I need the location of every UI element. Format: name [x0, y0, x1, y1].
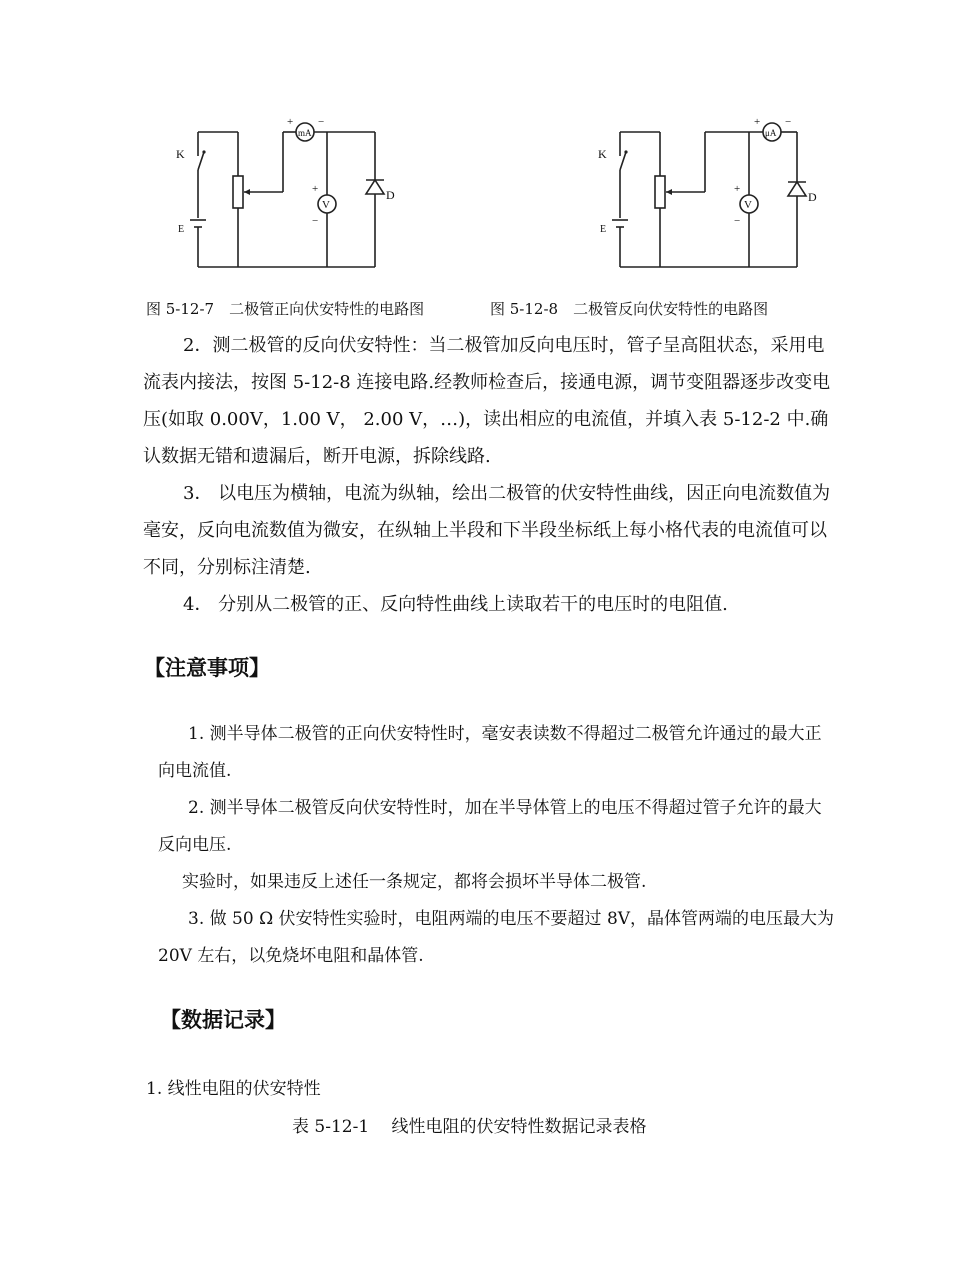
battery-label: E [600, 224, 607, 235]
voltmeter-plus: + [312, 183, 319, 195]
reverse-circuit-diagram [592, 112, 822, 277]
voltmeter-minus: − [312, 215, 319, 227]
step-3-paragraph: 3． 以电压为横轴，电流为纵轴，绘出二极管的伏安特性曲线，因正向电流数值为毫安，反向电流数值为微安，在纵轴上半段和下半段坐标纸上每小格代表的电流值可以不同，分别标注清楚. [143, 483, 831, 578]
voltmeter-label: V [744, 199, 752, 211]
ammeter-label: mA [298, 128, 312, 138]
ammeter-label: μA [765, 128, 777, 138]
figure-reverse-circuit [592, 112, 822, 277]
note-1: 1. 测半导体二极管的正向伏安特性时，毫安表读数不得超过二极管允许通过的最大正向电流值. [158, 724, 822, 781]
forward-circuit-diagram [170, 112, 395, 277]
table-1-caption: 表 5-12-1 线性电阻的伏安特性数据记录表格 [292, 1117, 647, 1137]
note-3: 3. 做 50 Ω 伏安特性实验时，电阻两端的电压不要超过 8V，晶体管两端的电压最大为 20V 左右，以免烧坏电阻和晶体管. [158, 909, 835, 966]
data-record-heading: 【数据记录】 [160, 1008, 286, 1032]
switch-label: K [176, 147, 185, 161]
voltmeter-minus: − [734, 215, 741, 227]
diode-label: D [386, 188, 395, 202]
voltmeter-label: V [322, 199, 330, 211]
figure-caption-reverse: 图 5-12-8 二极管反向伏安特性的电路图 [490, 300, 769, 318]
ammeter-plus: + [287, 116, 294, 128]
section-1-title: 1. 线性电阻的伏安特性 [146, 1079, 321, 1099]
figure-forward-circuit [170, 112, 395, 277]
note-warning: 实验时，如果违反上述任一条规定，都将会损坏半导体二极管. [182, 872, 647, 892]
voltmeter-plus: + [734, 183, 741, 195]
ammeter-plus: + [754, 116, 761, 128]
notes-heading: 【注意事项】 [144, 656, 270, 680]
ammeter-minus: − [318, 116, 325, 128]
diode-label: D [808, 190, 817, 204]
step-4-paragraph: 4． 分别从二极管的正、反向特性曲线上读取若干的电压时的电阻值. [183, 594, 728, 615]
step-2-paragraph: 2．测二极管的反向伏安特性：当二极管加反向电压时，管子呈高阻状态，采用电流表内接法，按图 5-12-8 连接电路.经教师检查后，接通电源，调节变阻器逐步改变电压(如取 0.00V，1.00 V， 2.00 V，…)，读出相应的电流值，并填入表 5-12-2 中.确认数据无错和遗漏后，断开电源，拆除线路. [143, 335, 831, 467]
battery-label: E [178, 224, 185, 235]
note-2: 2. 测半导体二极管反向伏安特性时，加在半导体管上的电压不得超过管子允许的最大反向电压. [158, 798, 822, 855]
ammeter-minus: − [785, 116, 792, 128]
switch-label: K [598, 147, 607, 161]
figure-caption-forward: 图 5-12-7 二极管正向伏安特性的电路图 [146, 300, 425, 318]
